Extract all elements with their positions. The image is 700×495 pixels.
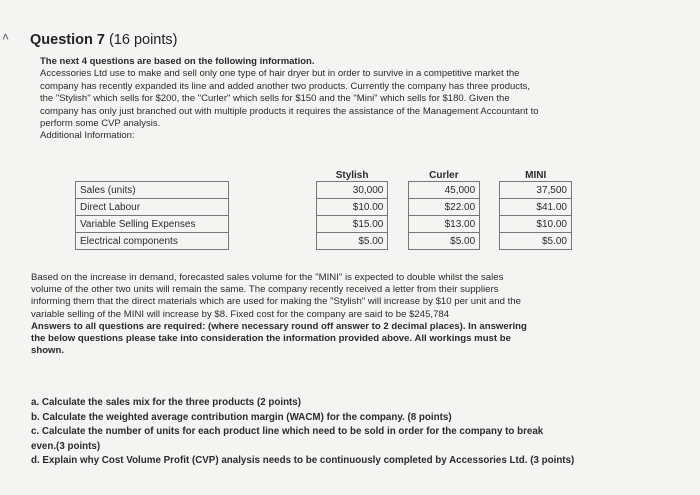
table-cell: 45,000 <box>408 182 480 199</box>
caret-icon[interactable]: ˄ <box>2 30 10 44</box>
table-cell: 37,500 <box>500 182 572 199</box>
question-points: (16 points) <box>108 32 178 48</box>
product-table-wrap <box>75 163 572 262</box>
scenario-line: Based on the increase in demand, forecasted sales volume for the "MINI" is expected to double whilst the sales <box>31 272 504 283</box>
column-header: Curler <box>429 170 459 181</box>
table-cell: $10.00 <box>316 199 388 216</box>
table-cell: $5.00 <box>408 233 480 250</box>
table-cell: $22.00 <box>408 199 480 216</box>
question-parts <box>31 396 681 469</box>
question-title <box>30 32 177 48</box>
column-header: Stylish <box>335 170 369 181</box>
row-label: Sales (units) <box>76 182 229 199</box>
intro-line: perform some CVP analysis. <box>40 118 161 130</box>
part-d: d. Explain why Cost Volume Profit (CVP) analysis needs to be continuously completed by Accessories Ltd. (3 points) <box>31 455 575 467</box>
table-cell: $13.00 <box>408 216 480 233</box>
intro-lead: The next 4 questions are based on the following information. <box>40 56 315 67</box>
question-number: Question 7 <box>30 32 105 48</box>
row-label: Electrical components <box>76 233 229 250</box>
product-table <box>75 163 572 250</box>
row-label: Direct Labour <box>76 199 229 216</box>
table-cell: $5.00 <box>500 233 572 250</box>
column-header: MINI <box>525 170 547 181</box>
table-cell: $10.00 <box>500 216 572 233</box>
part-c: c. Calculate the number of units for each product line which need to be sold in order for the company to break <box>31 426 544 438</box>
part-a: a. Calculate the sales mix for the three products (2 points) <box>31 397 302 408</box>
table-cell: $41.00 <box>500 199 572 216</box>
intro-line: Accessories Ltd use to make and sell only one type of hair dryer but in order to survive in a competitive market the <box>40 68 520 80</box>
table-header-row <box>76 163 572 182</box>
table-row <box>76 182 572 199</box>
table-cell: $15.00 <box>316 216 388 233</box>
scenario-text <box>31 272 671 357</box>
instructions-line: Answers to all questions are required: (where necessary round off answer to 2 decimal places). In answering <box>31 320 527 332</box>
scenario-line: variable selling of the MINI will increase by $8. Fixed cost for the company are said to be $245,784 <box>31 308 450 320</box>
table-row <box>76 216 572 233</box>
intro-line: the "Stylish" which sells for $200, the "Curler" which sells for $150 and the "Mini" which sells for $180. Given the <box>40 93 510 105</box>
intro-text <box>40 56 680 143</box>
table-cell: 30,000 <box>316 182 388 199</box>
intro-line: company has only just branched out with multiple products it requires the assistance of the Management Accountant to <box>40 105 539 117</box>
table-cell: $5.00 <box>316 233 388 250</box>
scenario-line: volume of the other two units will remain the same. The company recently received a letter from their suppliers <box>31 284 499 296</box>
part-c-continued: even.(3 points) <box>31 440 101 452</box>
instructions-line: the below questions please take into consideration the information provided above. All workings must be <box>31 333 511 345</box>
intro-line: company has recently expanded its line and added another two products. Currently the company has three products, <box>40 80 531 92</box>
instructions-line: shown. <box>31 345 65 357</box>
table-row <box>76 233 572 250</box>
additional-info-heading: Additional Information: <box>40 130 135 142</box>
row-label: Variable Selling Expenses <box>76 216 229 233</box>
scenario-line: informing them that the direct materials which are used for making the "Stylish" will increase by $10 per unit and the <box>31 296 521 308</box>
table-row <box>76 199 572 216</box>
part-b: b. Calculate the weighted average contribution margin (WACM) for the company. (8 points) <box>31 411 452 423</box>
